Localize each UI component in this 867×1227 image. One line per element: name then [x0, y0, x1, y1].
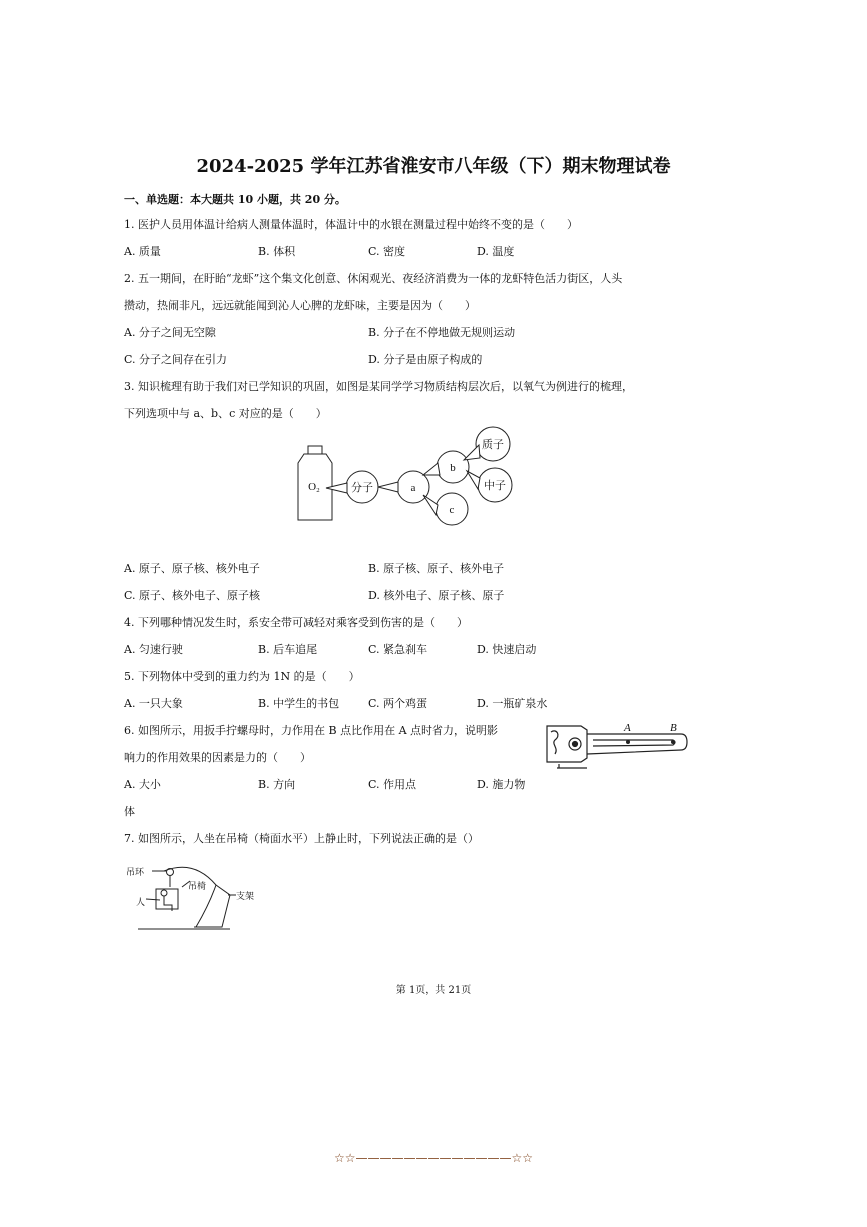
page-footer: 第 1页，共 21页 [395, 985, 472, 996]
q6-option-a: A. 大小 [124, 778, 161, 791]
person-label: 人 [136, 897, 146, 907]
q3-option-c: C. 原子、核外电子、原子核 [124, 589, 261, 602]
question-3-line-2: 下列选项中与 a、b、c 对应的是（ ） [124, 407, 327, 420]
matter-structure-diagram [290, 425, 520, 555]
q4-option-c: C. 紧急刹车 [368, 643, 428, 656]
point-a-label: A [624, 722, 631, 734]
swing-chair-diagram [124, 855, 274, 935]
q1-option-c: C. 密度 [368, 245, 406, 258]
question-1-text: 1. 医护人员用体温计给病人测量体温时，体温计中的水银在测量过程中始终不变的是（ ） [124, 218, 578, 231]
frame-label: 支架 [236, 891, 255, 901]
neutron-label: 中子 [484, 480, 506, 492]
q4-option-b: B. 后车追尾 [258, 643, 318, 656]
ring-label: 吊环 [126, 867, 145, 877]
proton-label: 质子 [482, 439, 504, 451]
person-head [161, 890, 167, 896]
q6-option-d: D. 施力物 [477, 778, 526, 791]
wrench-jaw-curve [551, 731, 558, 754]
wrench-handle-groove [593, 740, 675, 746]
q1-option-d: D. 温度 [477, 245, 515, 258]
person-pointer [146, 899, 160, 900]
q3-option-b: B. 原子核、原子、核外电子 [368, 562, 505, 575]
b-label: b [450, 462, 456, 474]
q4-option-a: A. 匀速行驶 [124, 643, 183, 656]
frame-arc [164, 867, 230, 927]
q2-option-a: A. 分子之间无空隙 [124, 326, 216, 339]
q3-option-a: A. 原子、原子核、核外电子 [124, 562, 260, 575]
question-6-line-1: 6. 如图所示，用扳手拧螺母时，力作用在 B 点比作用在 A 点时省力，说明影 [124, 724, 499, 737]
point-a-dot [626, 740, 630, 744]
question-4-text: 4. 下列哪种情况发生时，系安全带可减轻对乘客受到伤害的是（ ） [124, 616, 468, 629]
bottle-cap [308, 446, 322, 454]
point-b-dot [671, 740, 675, 744]
q3-option-d: D. 核外电子、原子核、原子 [368, 589, 505, 602]
page-title: 2024-2025 学年江苏省淮安市八年级（下）期末物理试卷 [196, 156, 671, 177]
chair-label: 吊椅 [188, 881, 207, 891]
question-2-line-2: 攒动，热闹非凡，远远就能闻到沁人心脾的龙虾味，主要是因为（ ） [124, 299, 476, 312]
q4-option-d: D. 快速启动 [477, 643, 537, 656]
question-7-text: 7. 如图所示，人坐在吊椅（椅面水平）上静止时，下列说法正确的是（） [124, 832, 479, 845]
wrench-diagram [543, 718, 689, 773]
q2-option-d: D. 分子是由原子构成的 [368, 353, 483, 366]
q6-option-c: C. 作用点 [368, 778, 417, 791]
q2-option-c: C. 分子之间存在引力 [124, 353, 228, 366]
section-heading: 一、单选题：本大题共 10 小题，共 20 分。 [124, 193, 346, 206]
footer-decoration: ☆☆—————————————☆☆ [333, 1151, 534, 1165]
q5-option-a: A. 一只大象 [124, 697, 183, 710]
question-5-text: 5. 下列物体中受到的重力约为 1N 的是（ ） [124, 670, 360, 683]
q1-option-b: B. 体积 [258, 245, 296, 258]
bottle-label: O₂ [308, 481, 320, 493]
q2-option-b: B. 分子在不停地做无规则运动 [368, 326, 516, 339]
question-2-line-1: 2. 五一期间，在盱眙“龙虾”这个集文化创意、休闲观光、夜经济消费为一体的龙虾特色活力街区，人头 [124, 272, 623, 285]
c-label: c [449, 504, 455, 516]
q1-option-a: A. 质量 [124, 245, 161, 258]
question-3-line-1: 3. 知识梳理有助于我们对已学知识的巩固，如图是某同学学习物质结构层次后，以氧气为例进行的梳理， [124, 380, 633, 393]
q5-option-d: D. 一瓶矿泉水 [477, 697, 548, 710]
q6-option-b: B. 方向 [258, 778, 296, 791]
question-6-line-2: 响力的作用效果的因素是力的（ ） [124, 751, 311, 764]
point-b-label: B [670, 722, 677, 734]
wrench-handle [587, 734, 687, 754]
molecule-label: 分子 [351, 482, 373, 494]
q5-option-b: B. 中学生的书包 [258, 697, 340, 710]
q5-option-c: C. 两个鸡蛋 [368, 697, 428, 710]
a-label: a [410, 482, 416, 494]
ring-circle [167, 869, 174, 876]
frame-inner [196, 885, 216, 927]
q6-option-d-wrap: 体 [124, 805, 135, 818]
